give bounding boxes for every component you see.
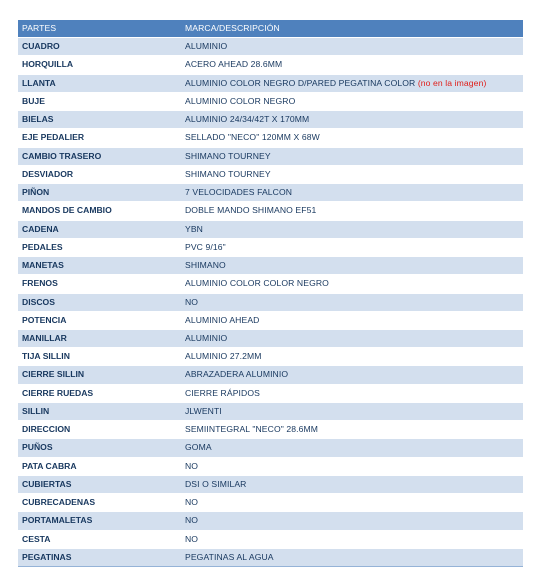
- part-name: POTENCIA: [18, 311, 181, 329]
- part-description: [181, 530, 523, 548]
- part-description: [181, 348, 523, 366]
- table-row: [18, 220, 523, 238]
- part-description-text: ABRAZADERA ALUMINIO: [185, 369, 289, 380]
- part-name: HORQUILLA: [18, 56, 181, 74]
- part-description: [181, 384, 523, 402]
- part-name: EJE PEDALIER: [18, 129, 181, 147]
- part-description-text: SELLADO "NECO" 120MM X 68W: [185, 132, 320, 143]
- part-name: TIJA SILLIN: [18, 348, 181, 366]
- part-name: CUBIERTAS: [18, 475, 181, 493]
- part-description-text: ACERO AHEAD 28.6MM: [185, 59, 283, 70]
- part-description: [181, 366, 523, 384]
- table-row: [18, 384, 523, 402]
- part-name: PEDALES: [18, 238, 181, 256]
- table-row: [18, 92, 523, 110]
- part-description-text: SHIMANO TOURNEY: [185, 150, 271, 161]
- table-row: [18, 257, 523, 275]
- part-description: [181, 129, 523, 147]
- part-description-text: ALUMINIO COLOR NEGRO D/PARED PEGATINA COLOR: [185, 77, 416, 88]
- part-description: [181, 56, 523, 74]
- part-description: [181, 111, 523, 129]
- table-row: [18, 402, 523, 420]
- table-row: [18, 129, 523, 147]
- part-description-text: NO: [185, 515, 199, 526]
- part-description: [181, 475, 523, 493]
- part-description: [181, 220, 523, 238]
- part-description-text: ALUMINIO: [185, 41, 228, 52]
- part-name: DISCOS: [18, 293, 181, 311]
- part-description: [181, 439, 523, 457]
- part-description-text: YBN: [185, 223, 203, 234]
- part-name: BIELAS: [18, 111, 181, 129]
- part-description: [181, 311, 523, 329]
- table-row: [18, 147, 523, 165]
- table-row: [18, 275, 523, 293]
- part-description-text: DSI O SIMILAR: [185, 478, 247, 489]
- part-name: SILLIN: [18, 402, 181, 420]
- part-name: PUÑOS: [18, 439, 181, 457]
- part-description: [181, 329, 523, 347]
- part-description: [181, 512, 523, 530]
- part-description: [181, 421, 523, 439]
- table-row: [18, 421, 523, 439]
- part-name: CADENA: [18, 220, 181, 238]
- part-name: MANETAS: [18, 257, 181, 275]
- part-description: [181, 238, 523, 256]
- part-description: [181, 548, 523, 566]
- part-description-text: ALUMINIO AHEAD: [185, 314, 260, 325]
- part-description: [181, 494, 523, 512]
- part-name: MANILLAR: [18, 329, 181, 347]
- table-row: [18, 329, 523, 347]
- part-description: [181, 402, 523, 420]
- part-description: [181, 257, 523, 275]
- part-name: DIRECCION: [18, 421, 181, 439]
- part-name: FRENOS: [18, 275, 181, 293]
- part-description-text: PEGATINAS AL AGUA: [185, 551, 274, 562]
- table-row: [18, 475, 523, 493]
- table-row: [18, 165, 523, 183]
- table-row: [18, 238, 523, 256]
- part-description: [181, 184, 523, 202]
- part-description: [181, 202, 523, 220]
- part-name: CIERRE RUEDAS: [18, 384, 181, 402]
- part-name: PATA CABRA: [18, 457, 181, 475]
- table-row: [18, 202, 523, 220]
- part-description: [181, 165, 523, 183]
- column-header-description: MARCA/DESCRIPCIÓN: [181, 20, 523, 38]
- table-row: [18, 74, 523, 92]
- table-row: [18, 530, 523, 548]
- part-name: CIERRE SILLIN: [18, 366, 181, 384]
- part-name: CUBRECADENAS: [18, 494, 181, 512]
- part-name: PEGATINAS: [18, 548, 181, 566]
- part-description-text: 7 VELOCIDADES FALCON: [185, 187, 293, 198]
- part-description-text: NO: [185, 533, 199, 544]
- part-name: DESVIADOR: [18, 165, 181, 183]
- table-row: [18, 548, 523, 566]
- part-name: CUADRO: [18, 38, 181, 56]
- part-description: [181, 92, 523, 110]
- part-description: [181, 38, 523, 56]
- part-description-text: PVC 9/16": [185, 241, 226, 252]
- image-note: (no en la imagen): [417, 77, 487, 88]
- part-description: [181, 293, 523, 311]
- table-row: [18, 366, 523, 384]
- part-description-text: ALUMINIO: [185, 332, 228, 343]
- part-description-text: SEMIINTEGRAL "NECO" 28.6MM: [185, 424, 319, 435]
- part-description: [181, 275, 523, 293]
- table-header-row: [18, 20, 523, 38]
- part-name: LLANTA: [18, 74, 181, 92]
- table-row: [18, 311, 523, 329]
- part-description-text: ALUMINIO 27.2MM: [185, 351, 262, 362]
- part-description-text: NO: [185, 460, 199, 471]
- table-row: [18, 512, 523, 530]
- part-description-text: ALUMINIO COLOR COLOR NEGRO: [185, 278, 329, 289]
- table-row: [18, 457, 523, 475]
- table-row: [18, 184, 523, 202]
- part-name: PIÑON: [18, 184, 181, 202]
- table-body: [18, 38, 523, 567]
- column-header-part: PARTES: [18, 20, 181, 38]
- part-description-text: DOBLE MANDO SHIMANO EF51: [185, 205, 317, 216]
- part-description-text: ALUMINIO 24/34/42T X 170MM: [185, 114, 310, 125]
- part-description-text: CIERRE RÁPIDOS: [185, 387, 260, 398]
- part-description-text: SHIMANO: [185, 260, 226, 271]
- part-description-text: NO: [185, 296, 199, 307]
- part-description-text: NO: [185, 497, 199, 508]
- part-name: MANDOS DE CAMBIO: [18, 202, 181, 220]
- table-row: [18, 38, 523, 56]
- table-row: [18, 439, 523, 457]
- part-name: PORTAMALETAS: [18, 512, 181, 530]
- part-name: CAMBIO TRASERO: [18, 147, 181, 165]
- part-description: [181, 147, 523, 165]
- part-name: CESTA: [18, 530, 181, 548]
- part-name: BUJE: [18, 92, 181, 110]
- table-row: [18, 56, 523, 74]
- part-description: [181, 457, 523, 475]
- part-description-text: SHIMANO TOURNEY: [185, 168, 271, 179]
- table-row: [18, 111, 523, 129]
- part-description-text: GOMA: [185, 442, 212, 453]
- table-row: [18, 348, 523, 366]
- part-description-text: JLWENTI: [185, 405, 222, 416]
- table-row: [18, 494, 523, 512]
- table-row: [18, 293, 523, 311]
- part-description: [181, 74, 523, 92]
- spec-table: [18, 20, 523, 567]
- part-description-text: ALUMINIO COLOR NEGRO: [185, 95, 296, 106]
